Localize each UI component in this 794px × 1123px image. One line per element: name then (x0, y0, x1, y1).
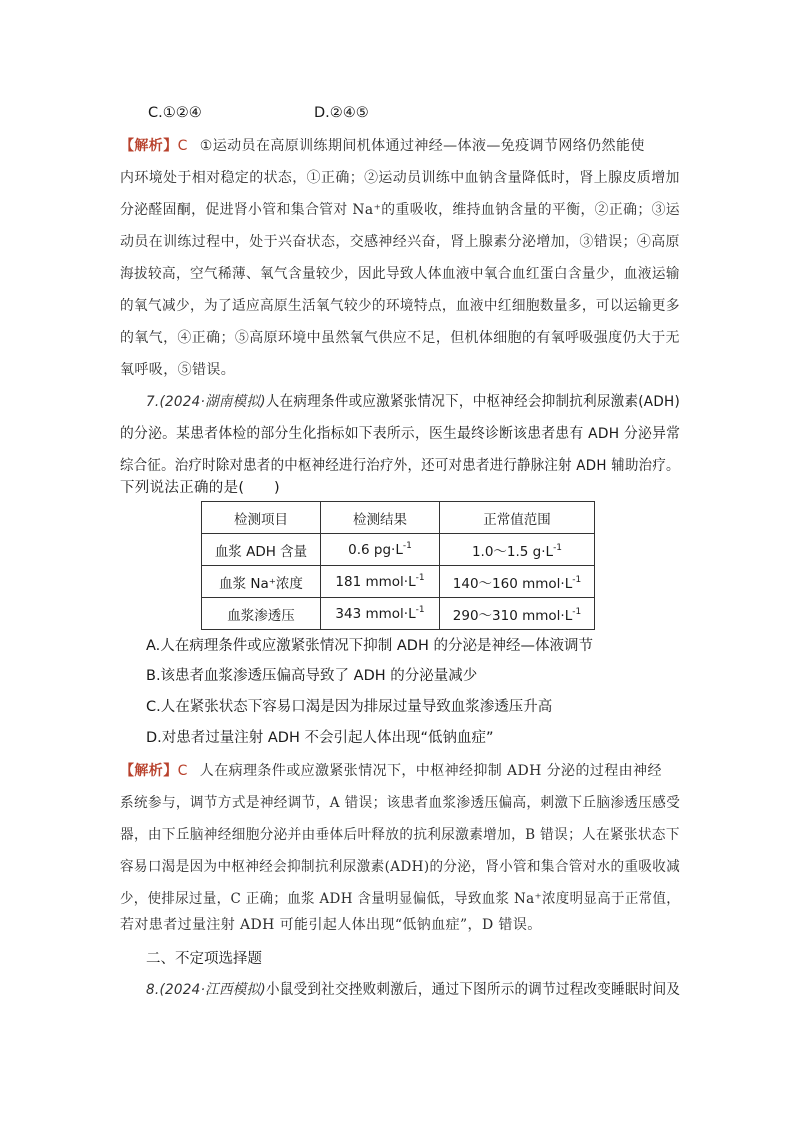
table-row (202, 598, 595, 630)
analysis-answer: C (177, 763, 188, 779)
table-cell: 290～310 $mmol\cdot L^{-1}$ (440, 598, 595, 630)
question7-source: 7.(2024·湖南模拟) (146, 394, 266, 410)
analysis6-line-6: 的氧气减少，为了适应高原生活氧气较少的环境特点，血液中红细胞数量多，可以运输更多 (120, 298, 680, 314)
table-cell: 343 $mmol\cdot L^{-1}$ (321, 598, 440, 630)
lab-results-table (201, 501, 595, 630)
section-heading: 二、不定项选择题 (146, 951, 262, 967)
analysis-tag: 【解析】 (120, 138, 178, 154)
analysis6-line-1: 【解析】C ①运动员在高原训练期间机体通过神经—体液—免疫调节网络仍然能使 (120, 138, 645, 154)
table-header-row (202, 502, 595, 534)
option-d: D.②④⑤ (314, 105, 369, 121)
table-cell: 血浆 Na⁺浓度 (202, 566, 321, 598)
analysis6-line-7: 的氧气，④正确；⑤高原环境中虽然氧气供应不足，但机体细胞的有氧呼吸强度仍大于无 (120, 330, 680, 346)
analysis7-line-4: 容易口渴是因为中枢神经会抑制抗利尿激素(ADH)的分泌，肾小管和集合管对水的重吸收减 (120, 859, 681, 875)
option-d: D.对患者过量注射 ADH 不会引起人体出现“低钠血症” (146, 730, 494, 746)
table-row (202, 566, 595, 598)
table-cell: 1.0～1.5 $g\cdot L^{-1}$ (440, 534, 595, 566)
table-row (202, 534, 595, 566)
analysis7-line-6: 若对患者过量注射 ADH 可能引起人体出现“低钠血症”，D 错误。 (120, 917, 542, 933)
analysis6-line-8: 氧呼吸，⑤错误。 (120, 362, 236, 378)
table-header: 正常值范围 (440, 502, 595, 534)
analysis7-line-2: 系统参与，调节方式是神经调节，A 错误；该患者血浆渗透压偏高，刺激下丘脑渗透压感受 (120, 795, 681, 811)
analysis6-line-4: 动员在训练过程中，处于兴奋状态，交感神经兴奋，肾上腺素分泌增加，③错误；④高原 (120, 234, 680, 250)
table-header: 检测结果 (321, 502, 440, 534)
question7-line-4: 下列说法正确的是( ) (120, 480, 280, 496)
table-cell: 血浆 ADH 含量 (202, 534, 321, 566)
analysis6-line-2: 内环境处于相对稳定的状态，①正确；②运动员训练中血钠含量降低时，肾上腺皮质增加 (120, 170, 680, 186)
question8-line-1: 8.(2024·江西模拟)小鼠受到社交挫败刺激后，通过下图所示的调节过程改变睡眠时间及 (146, 982, 681, 998)
option-b: B.该患者血浆渗透压偏高导致了 ADH 的分泌量减少 (146, 668, 478, 684)
analysis6-line-3: 分泌醛固酮，促进肾小管和集合管对 Na⁺的重吸收，维持血钠含量的平衡，②正确；③运 (120, 202, 681, 218)
table-cell: 0.6 $pg\cdot L^{-1}$ (321, 534, 440, 566)
analysis-tag: 【解析】 (120, 763, 178, 779)
question7-line-2: 的分泌。某患者体检的部分生化指标如下表所示，医生最终诊断该患者患有 ADH 分泌异常 (120, 426, 681, 442)
question8-source: 8.(2024·江西模拟) (146, 982, 266, 998)
analysis7-line-3: 器，由下丘脑神经细胞分泌并由垂体后叶释放的抗利尿激素增加，B 错误；人在紧张状态下 (120, 827, 680, 843)
table-cell: 181 $mmol\cdot L^{-1}$ (321, 566, 440, 598)
question7-line-3: 综合征。治疗时除对患者的中枢神经进行治疗外，还可对患者进行静脉注射 ADH 辅助治疗。 (120, 458, 680, 474)
table-cell: 140～160 $mmol\cdot L^{-1}$ (440, 566, 595, 598)
table-cell: 血浆渗透压 (202, 598, 321, 630)
option-a: A.人在病理条件或应激紧张情况下抑制 ADH 的分泌是神经—体液调节 (146, 638, 593, 654)
option-c: C.①②④ (148, 105, 202, 121)
analysis7-line-1: 【解析】C 人在病理条件或应激紧张情况下，中枢神经抑制 ADH 分泌的过程由神经 (120, 763, 662, 779)
analysis7-line-5: 少，使排尿过量，C 正确；血浆 ADH 含量明显偏低，导致血浆 Na⁺浓度明显高于正常值， (120, 891, 681, 907)
analysis6-line-5: 海拔较高，空气稀薄、氧气含量较少，因此导致人体血液中氧合血红蛋白含量少，血液运输 (120, 266, 680, 282)
option-c: C.人在紧张状态下容易口渴是因为排尿过量导致血浆渗透压升高 (146, 699, 553, 715)
question7-line-1: 7.(2024·湖南模拟)人在病理条件或应激紧张情况下，中枢神经会抑制抗利尿激素(ADH) (146, 394, 681, 410)
analysis-answer: C (177, 138, 188, 154)
table-header: 检测项目 (202, 502, 321, 534)
